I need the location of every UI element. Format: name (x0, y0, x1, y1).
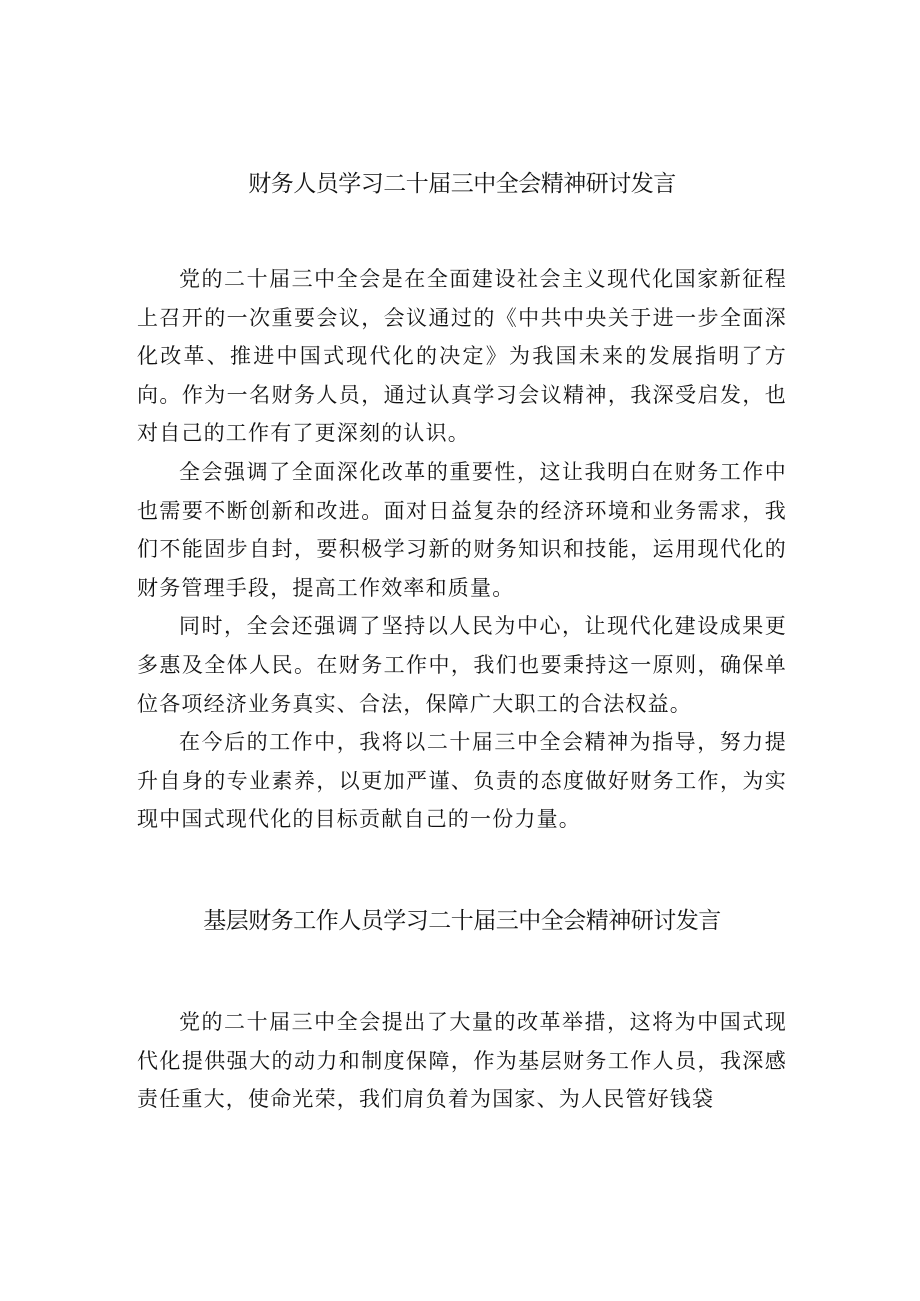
section-1-paragraph-1: 党的二十届三中全会是在全面建设社会主义现代化国家新征程上召开的一次重要会议，会议通过的《中共中央关于进一步全面深化改革、推进中国式现代化的决定》为我国未来的发展指明了方向。作为一名财务人员，通过认真学习会议精神，我深受启发，也对自己的工作有了更深刻的认识。 (137, 267, 787, 446)
section-1-title: 财务人员学习二十届三中全会精神研讨发言 (248, 171, 676, 197)
section-1-paragraph-4: 在今后的工作中，我将以二十届三中全会精神为指导，努力提升自身的专业素养，以更加严谨、负责的态度做好财务工作，为实现中国式现代化的目标贡献自己的一份力量。 (137, 730, 787, 832)
section-2-title: 基层财务工作人员学习二十届三中全会精神研讨发言 (203, 907, 721, 934)
section-1-paragraph-3: 同时，全会还强调了坚持以人民为中心，让现代化建设成果更多惠及全体人民。在财务工作中，我们也要秉持这一原则，确保单位各项经济业务真实、合法，保障广大职工的合法权益。 (137, 614, 787, 716)
document-content (137, 160, 787, 1119)
section-2-paragraph-1: 党的二十届三中全会提出了大量的改革举措，这将为中国式现代化提供强大的动力和制度保障，作为基层财务工作人员，我深感责任重大，使命光荣，我们肩负着为国家、为人民管好钱袋 (137, 1009, 787, 1112)
section-1-paragraph-2: 全会强调了全面深化改革的重要性，这让我明白在财务工作中也需要不断创新和改进。面对日益复杂的经济环境和业务需求，我们不能固步自封，要积极学习新的财务知识和技能，运用现代化的财务管理手段，提高工作效率和质量。 (137, 459, 787, 600)
